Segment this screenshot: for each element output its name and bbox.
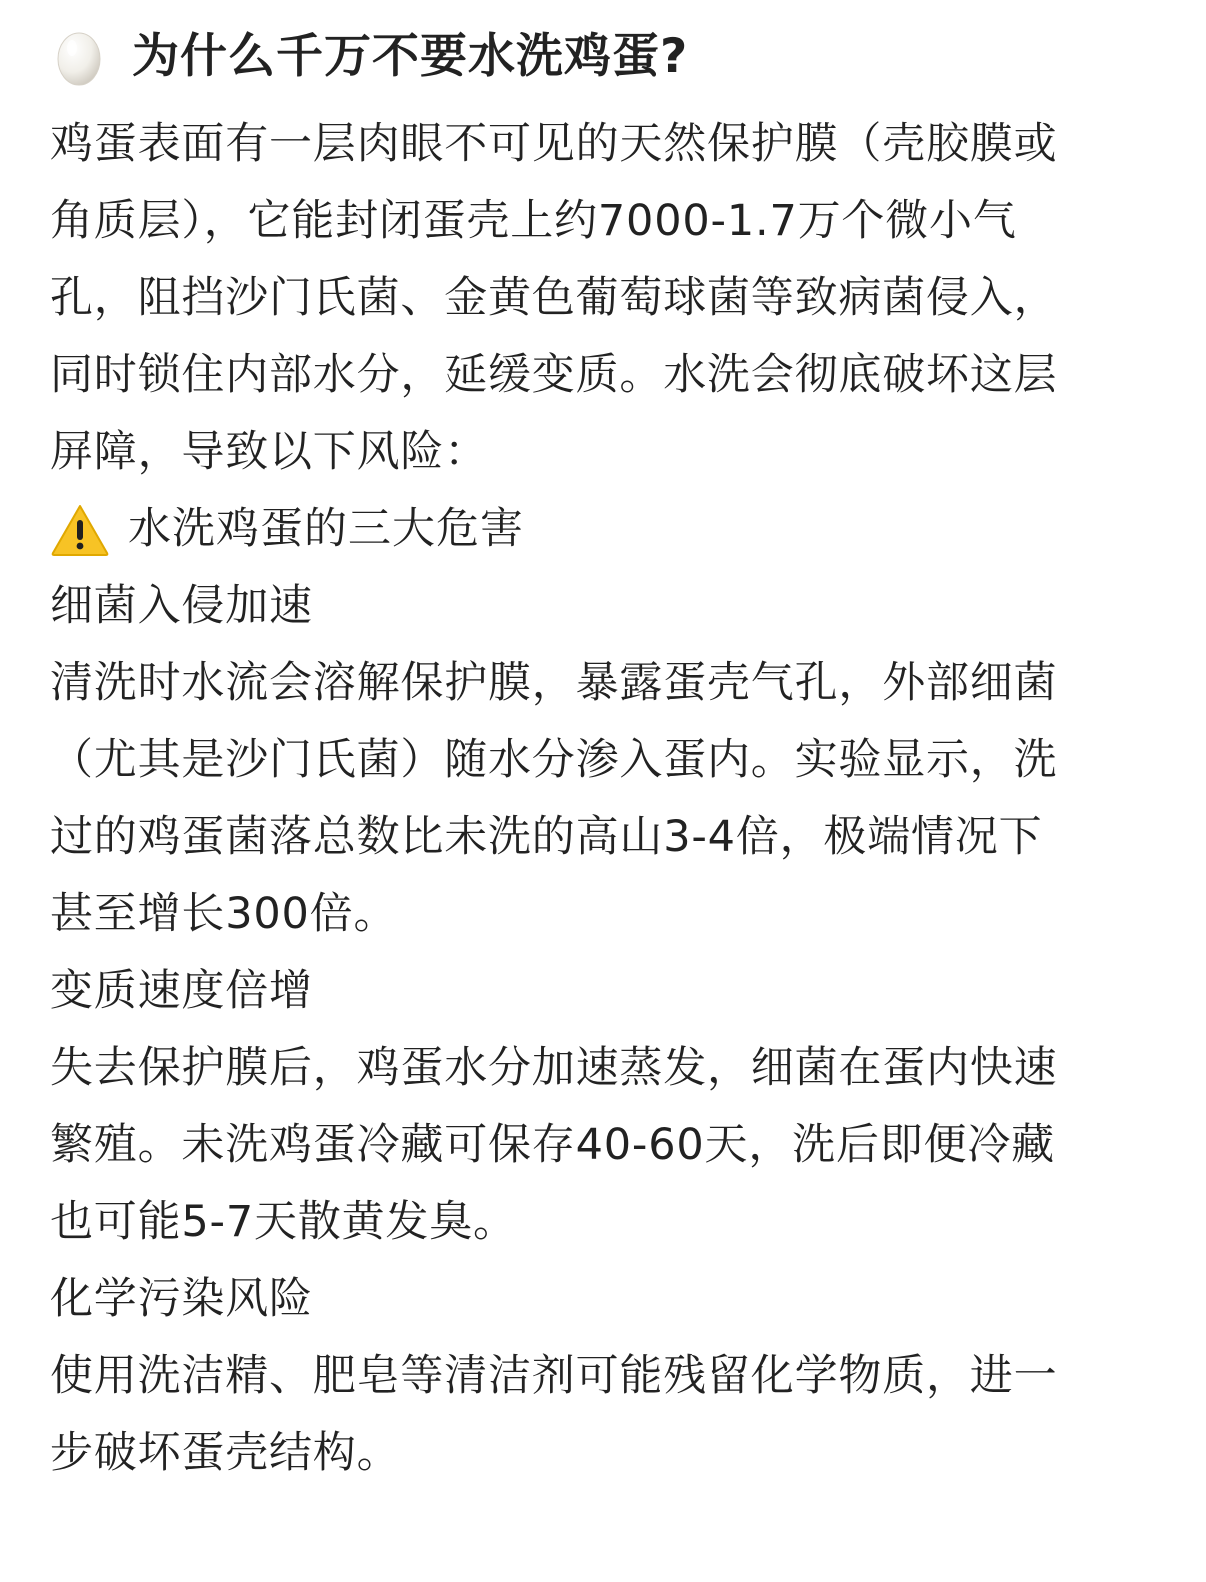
section-heading: 细菌入侵加速 [50, 581, 313, 631]
section-chemical [50, 1261, 1160, 1492]
section-line: （尤其是沙门氏菌）随水分渗入蛋内。实验显示，洗 [50, 735, 1058, 785]
post-title-row [50, 18, 1160, 96]
section-line: 使用洗洁精、肥皂等清洁剂可能残留化学物质，进一 [50, 1351, 1058, 1401]
section-line: 过的鸡蛋菌落总数比未洗的高山3-4倍，极端情况下 [50, 812, 1043, 862]
intro-paragraph [50, 106, 1160, 491]
section-line: 清洗时水流会溶解保护膜，暴露蛋壳气孔，外部细菌 [50, 658, 1058, 708]
intro-line: 屏障，导致以下风险： [50, 427, 488, 477]
intro-line: 鸡蛋表面有一层肉眼不可见的天然保护膜（壳胶膜或 [50, 119, 1058, 169]
section-line: 也可能5-7天散黄发臭。 [50, 1197, 517, 1247]
section-line: 繁殖。未洗鸡蛋冷藏可保存40-60天，洗后即便冷藏 [50, 1120, 1055, 1170]
warning-title: 水洗鸡蛋的三大危害 [128, 504, 524, 554]
section-line: 甚至增长300倍。 [50, 889, 398, 939]
section-spoilage [50, 953, 1160, 1261]
warning-heading [50, 491, 1160, 568]
intro-line: 同时锁住内部水分，延缓变质。水洗会彻底破坏这层 [50, 350, 1058, 400]
intro-line: 角质层），它能封闭蛋壳上约7000-1.7万个微小气 [50, 196, 1017, 246]
section-line: 失去保护膜后，鸡蛋水分加速蒸发，细菌在蛋内快速 [50, 1043, 1058, 1093]
section-line: 步破坏蛋壳结构。 [50, 1428, 401, 1478]
section-heading: 变质速度倍增 [50, 966, 313, 1016]
intro-line: 孔，阻挡沙门氏菌、金黄色葡萄球菌等致病菌侵入， [50, 273, 1058, 323]
post-title: 为什么千万不要水洗鸡蛋? [132, 29, 689, 84]
warning-icon [50, 503, 110, 557]
section-heading: 化学污染风险 [50, 1274, 313, 1324]
post-content [50, 18, 1160, 1492]
section-bacteria [50, 568, 1160, 953]
egg-icon [56, 28, 102, 86]
